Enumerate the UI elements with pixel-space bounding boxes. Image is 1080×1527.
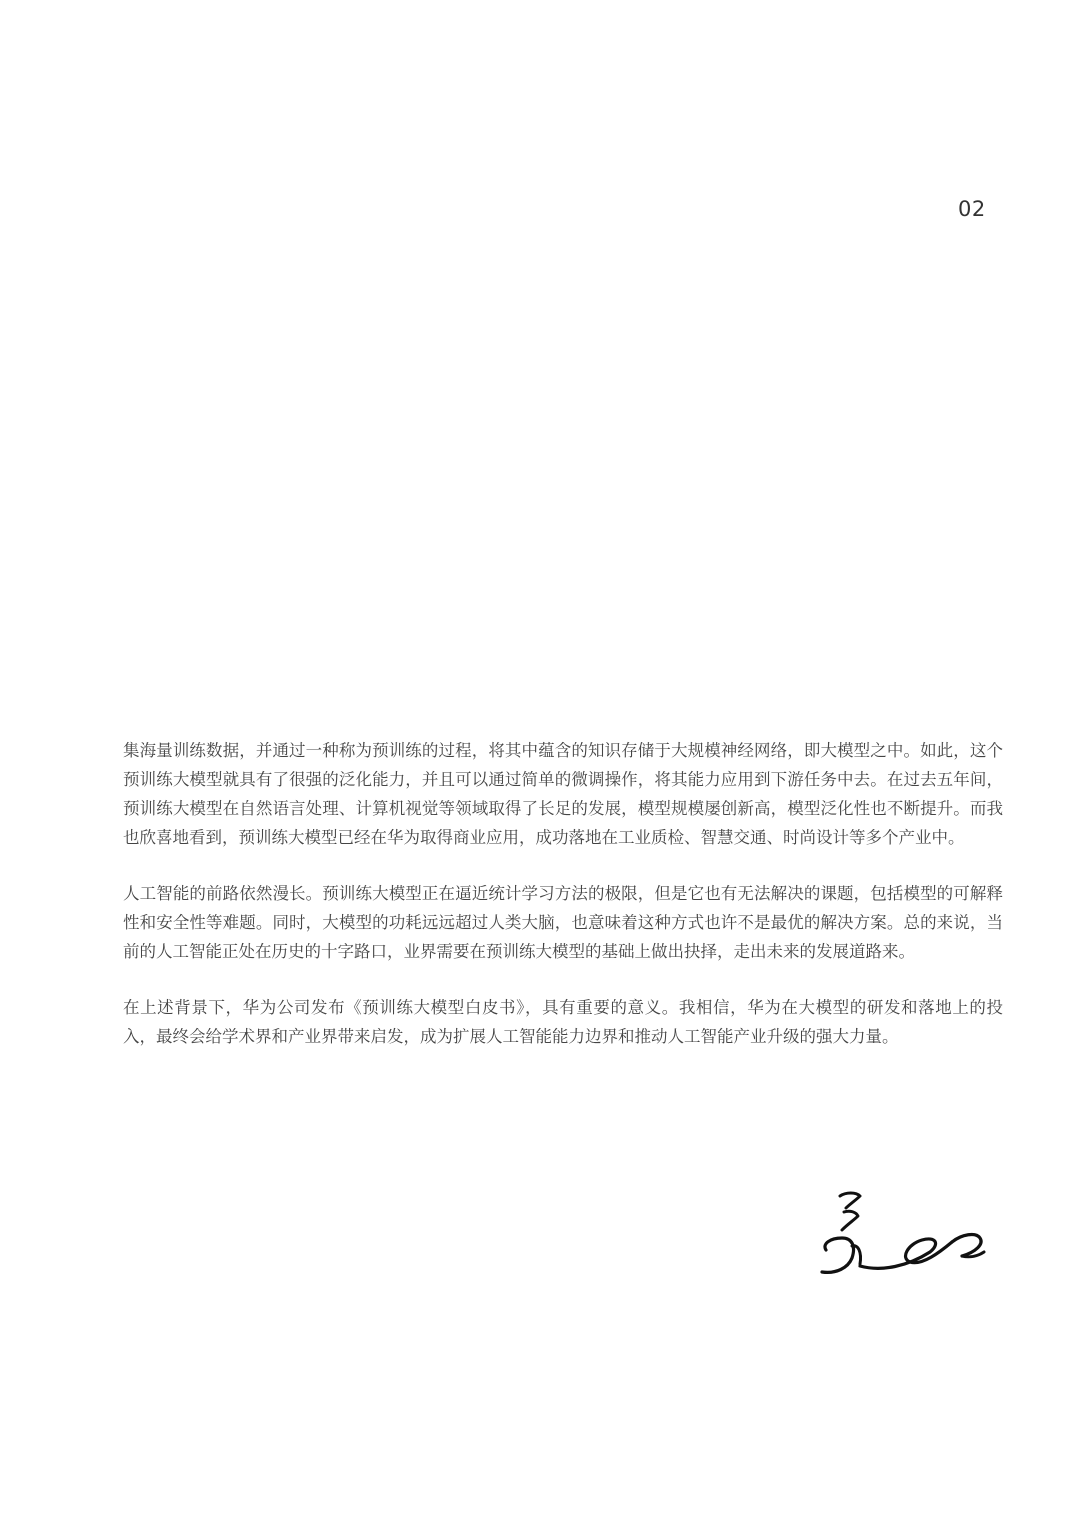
body-text <box>123 736 1003 1078</box>
page-number: 02 <box>958 197 986 221</box>
paragraph-3: 在上述背景下，华为公司发布《预训练大模型白皮书》，具有重要的意义。我相信，华为在大模型的研发和落地上的投入，最终会给学术界和产业界带来启发，成为扩展人工智能能力边界和推动人工智能产业升级的强大力量。 <box>123 998 1003 1046</box>
handwritten-signature-icon <box>812 1186 992 1286</box>
paragraph-2: 人工智能的前路依然漫长。预训练大模型正在逼近统计学习方法的极限，但是它也有无法解决的课题，包括模型的可解释性和安全性等难题。同时，大模型的功耗远远超过人类大脑，也意味着这种方式也许不是最优的解决方案。总的来说，当前的人工智能正处在历史的十字路口，业界需要在预训练大模型的基础上做出抉择，走出未来的发展道路来。 <box>123 884 1003 961</box>
paragraph-1: 集海量训练数据，并通过一种称为预训练的过程，将其中蕴含的知识存储于大规模神经网络，即大模型之中。如此，这个预训练大模型就具有了很强的泛化能力，并且可以通过简单的微调操作，将其能力应用到下游任务中去。在过去五年间，预训练大模型在自然语言处理、计算机视觉等领域取得了长足的发展，模型规模屡创新高，模型泛化性也不断提升。而我也欣喜地看到，预训练大模型已经在华为取得商业应用，成功落地在工业质检、智慧交通、时尚设计等多个产业中。 <box>123 741 1003 847</box>
